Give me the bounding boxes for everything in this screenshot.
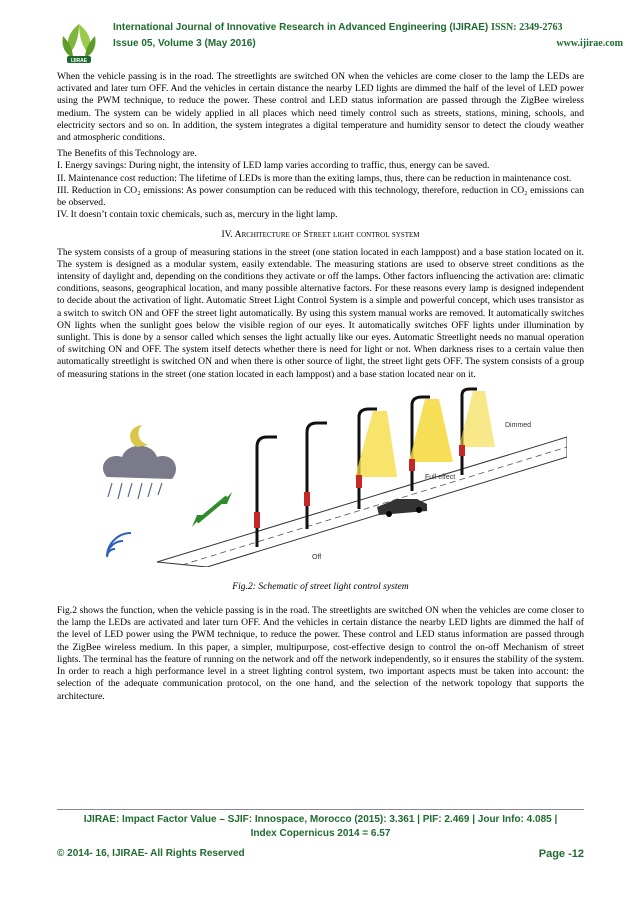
section-heading: IV. Architecture of Street light control system: [221, 229, 420, 241]
benefits-list: [57, 148, 584, 221]
figure-schematic: [97, 387, 567, 567]
page-number: Page -12: [538, 848, 584, 860]
benefit-item: II. Maintenance cost reduction: The lifetime of LEDs is more than the exiting lamps, thus, there can be reduction in maintenance cost.: [57, 172, 572, 184]
page-content: [57, 71, 584, 707]
label-full-effect: Full effect: [425, 473, 456, 481]
issue-line: [113, 38, 623, 49]
wireless-icon: [107, 533, 131, 557]
benefits-title: The Benefits of this Technology are.: [57, 148, 197, 160]
footer-divider: [57, 809, 584, 810]
label-off: Off: [312, 553, 322, 561]
journal-title-line: [113, 22, 593, 33]
benefit-item: III. Reduction in CO₂ emissions: As power consumption can be reduced with this technology, therefore, reduction in CO₂ emissions can be observed.: [57, 184, 584, 209]
journal-title: International Journal of Innovative Research in Advanced Engineering (IJIRAE): [113, 22, 489, 33]
footer-index: Index Copernicus 2014 = 6.57: [250, 828, 391, 839]
benefit-item: IV. It doesn’t contain toxic chemicals, such as, mercury in the light lamp.: [57, 209, 338, 221]
benefit-item: I. Energy savings: During night, the intensity of LED lamp varies according to traffic, thus, energy can be saved.: [57, 160, 490, 172]
journal-url-link[interactable]: www.ijirae.com: [556, 38, 623, 49]
footer-impact-factor: IJIRAE: Impact Factor Value – SJIF: Innospace, Morocco (2015): 3.361 | PIF: 2.469 | Jour Info: 4.085 |: [83, 814, 558, 825]
cloud-moon-icon: [103, 425, 176, 499]
journal-logo: [55, 18, 103, 66]
label-dimmed: Dimmed: [505, 421, 532, 429]
issn: ISSN: 2349-2763: [491, 22, 563, 33]
copyright: © 2014- 16, IJIRAE- All Rights Reserved: [57, 848, 245, 859]
streetlight-diagram: [97, 387, 567, 567]
double-arrow-icon: [192, 492, 232, 527]
figure-caption: Fig.2: Schematic of street light control system: [232, 580, 409, 592]
logo-text: IJIRAE: [70, 58, 88, 64]
issue-info: Issue 05, Volume 3 (May 2016): [113, 38, 256, 49]
intro-paragraph: When the vehicle passing is in the road. The streetlights are switched ON when the vehicles are come closer to the lamp the LEDs are activated and later turn OFF. And the vehicles in certain distance the nearby LED lights are dimmed the half of the level of LED power using the PWM technique, to reduce the power. These control and LED status information are passed through the ZigBee wireless medium. The system can be widely applied in all places which need timely control such as streets, stations, mining, schools, and electricity sectors and so on. In addition, the system integrates a digital temperature and humidity sensor to detect the cloudy weather and atmospheric conditions.: [57, 71, 584, 144]
architecture-paragraph: The system consists of a group of measuring stations in the street (one station located in each lamppost) and a base station located on it. The system is designed as a modular system, easily extendable. The measuring stations are used to observe street conditions as the intensity of daylight and, depending on the conditions they activate or off the lamps. Other factors influencing the activation are: climatic conditions, seasons, geographical location, and many possible alternative factors. For these reasons every lamp is designed independent to decide about the activation of light. Automatic Street Light Control System is a simple and powerful concept, which uses transistor as a switch to switch ON and OFF the street light automatically. By using this system manual works are removed. It automatically switches ON lights when the sunlight goes below the visible region of our eyes. It automatically switches OFF lights under illumination by sunlight. This is done by a sensor called which senses the light actually like our eyes. Automatic Streetlight needs no manual operation of switching ON and OFF. The system itself detects whether there is need for light or not. When darkness rises to a certain value then automatically streetlight is switched ON and when there is other source of light, the street light gets OFF. The system consists of a group of measuring stations in the street (one station located in each lamppost) and a base station located near on it.: [57, 246, 584, 380]
page-header: [55, 18, 623, 66]
closing-paragraph: Fig.2 shows the function, when the vehicle passing is in the road. The streetlights are switched ON when the vehicles are come closer to the lamp the LEDs are activated and later turn OFF. And the vehicles in certain distance the nearby LED lights are dimmed the half of the level of LED power using the PWM technique, to reduce the power. These control and LED status information are passed through the ZigBee wireless medium. In this paper, a simpler, multipurpose, cost-effective design to control the on-off Mechanism of street lights. The terminal has the feature of running on the network and off the network independently, so it ensures the stability of the system. In order to reach a high performance level in a street lighting control system, two important aspects must be taken into account: the selection of the adequate communication protocol, on the one hand, and the selection of the network topology that supports the architecture.: [57, 605, 584, 702]
